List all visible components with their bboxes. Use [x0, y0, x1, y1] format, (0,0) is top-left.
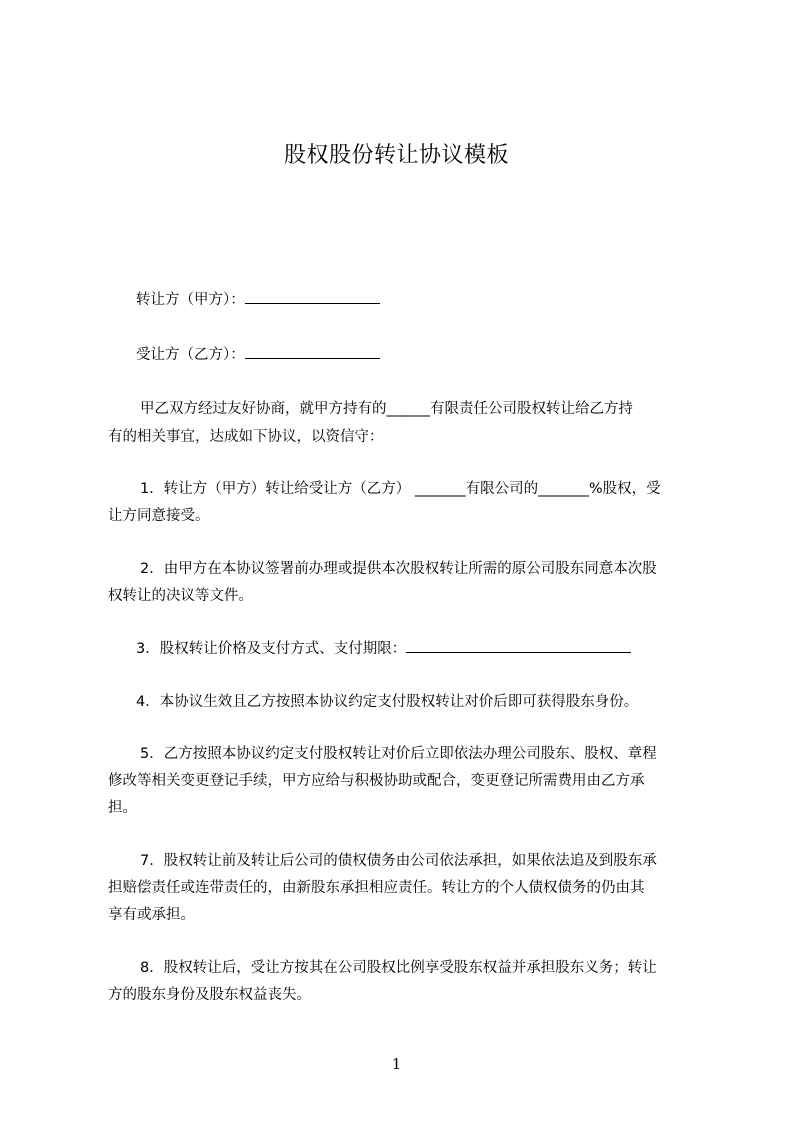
clause-8-line-2: 方的股东身份及股东权益丧失。: [108, 987, 311, 1003]
intro-text: 甲乙双方经过友好协商，就甲方持有的: [140, 401, 387, 417]
document-title: 股权股份转让协议模板: [283, 143, 509, 168]
clause-7-line-3: 享有或承担。: [108, 907, 195, 923]
clause-3-text: 3．股权转让价格及支付方式、支付期限：: [136, 641, 407, 657]
party-a-blank[interactable]: [245, 287, 380, 304]
clause-2-line-1: 2．由甲方在本协议签署前办理或提供本次股权转让所需的原公司股东同意本次股: [140, 561, 657, 577]
clause-5-line-2: 修改等相关变更登记手续，甲方应给与积极协助或配合，变更登记所需费用由乙方承: [108, 773, 645, 789]
clause-4-line-1: 4．本协议生效且乙方按照本协议约定支付股权转让对价后即可获得股东身份。: [136, 694, 639, 710]
clause-1-line-2: 让方同意接受。: [108, 508, 210, 524]
clause-3-line-1: [136, 636, 741, 662]
party-a-line: [136, 287, 741, 313]
clause-1-text: 1．转让方（甲方）转让给受让方（乙方）: [140, 481, 411, 497]
intro-company-blank[interactable]: ______: [386, 401, 430, 417]
clause-1-line-1: [140, 476, 745, 502]
clause-1-text-mid: 有限公司的: [465, 481, 539, 497]
intro-line-1: [140, 396, 745, 422]
page-number: 1: [391, 1055, 402, 1073]
clause-3-payment-blank[interactable]: [406, 636, 631, 653]
clause-1-percent-blank[interactable]: _______: [538, 481, 589, 497]
intro-text-cont: 有限责任公司股权转让给乙方持: [430, 401, 633, 417]
party-b-label: 受让方（乙方）：: [136, 347, 245, 363]
clause-8-line-1: 8．股权转让后，受让方按其在公司股权比例享受股东权益并承担股东义务；转让: [140, 960, 657, 976]
clause-7-line-1: 7．股权转让前及转让后公司的债权债务由公司依法承担，如果依法追及到股东承: [140, 853, 657, 869]
clause-5-line-1: 5．乙方按照本协议约定支付股权转让对价后立即依法办理公司股东、股权、章程: [140, 746, 657, 762]
intro-line-2: 有的相关事宜，达成如下协议，以资信守：: [108, 429, 384, 445]
party-b-line: [136, 342, 741, 368]
clause-1-text-post: %股权，受: [588, 481, 661, 497]
party-b-blank[interactable]: [245, 342, 380, 359]
clause-2-line-2: 权转让的决议等文件。: [108, 588, 253, 604]
clause-5-line-3: 担。: [108, 800, 137, 816]
clause-1-company-blank[interactable]: _______: [414, 481, 466, 497]
party-a-label: 转让方（甲方）：: [136, 292, 245, 308]
clause-7-line-2: 担赔偿责任或连带责任的，由新股东承担相应责任。转让方的个人债权债务的仍由其: [108, 880, 645, 896]
